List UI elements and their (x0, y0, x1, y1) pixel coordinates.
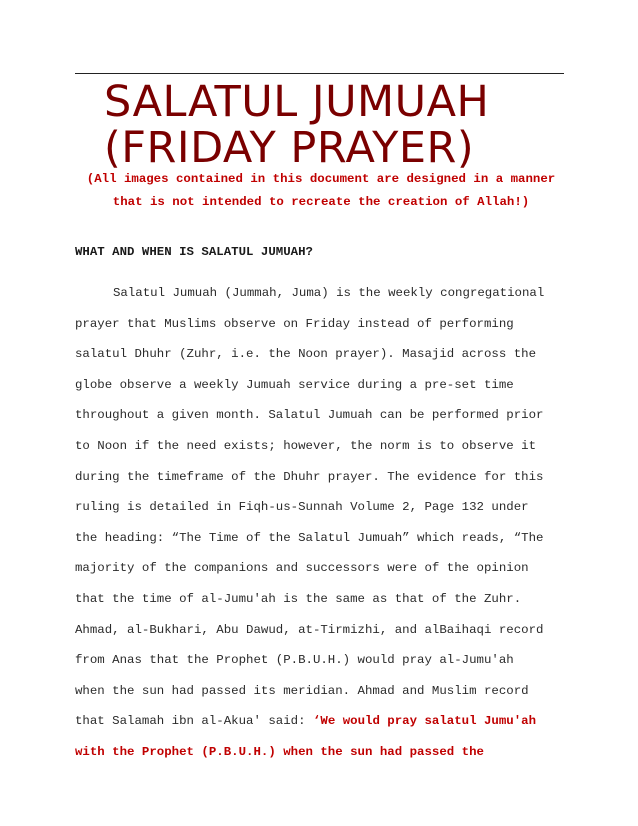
document-title-line2: (FRIDAY PRAYER) (104, 123, 475, 173)
body-line: during the timeframe of the Dhuhr prayer. The evidence for this (75, 469, 544, 484)
document-title-line1: SALATUL JUMUAH (104, 77, 490, 127)
body-line: ruling is detailed in Fiqh-us-Sunnah Volume 2, Page 132 under (75, 500, 529, 515)
body-line: Ahmad, al-Bukhari, Abu Dawud, at-Tirmizhi, and alBaihaqi record (75, 622, 544, 637)
body-paragraph (75, 284, 565, 774)
top-rule (75, 73, 564, 74)
body-line: when the sun had passed its meridian. Ahmad and Muslim record (75, 683, 529, 698)
body-line: to Noon if the need exists; however, the norm is to observe it (75, 438, 537, 453)
quoted-hadith-start: ‘We would pray salatul Jumu'ah (312, 714, 537, 729)
body-line: salatul Dhuhr (Zuhr, i.e. the Noon prayer). Masajid across the (75, 347, 537, 362)
disclaimer-line1: (All images contained in this document are designed in a manner (86, 172, 556, 186)
quoted-hadith-continuation: with the Prophet (P.B.U.H.) when the sun had passed the (75, 744, 484, 759)
body-line: majority of the companions and successors were of the opinion (75, 561, 529, 576)
disclaimer-note (76, 168, 566, 214)
body-line: globe observe a weekly Jumuah service during a pre-set time (75, 377, 514, 392)
body-line: from Anas that the Prophet (P.B.U.H.) would pray al-Jumu'ah (75, 653, 514, 668)
disclaimer-line2: that is not intended to recreate the creation of Allah!) (112, 195, 530, 209)
body-line-highlight (75, 743, 565, 774)
body-line: Salatul Jumuah (Jummah, Juma) is the weekly congregational (113, 286, 545, 300)
body-line: prayer that Muslims observe on Friday instead of performing (75, 316, 514, 331)
body-line: that the time of al-Jumu'ah is the same as that of the Zuhr. (75, 591, 522, 606)
body-line: throughout a given month. Salatul Jumuah can be performed prior (75, 408, 544, 423)
section-heading: WHAT AND WHEN IS SALATUL JUMUAH? (75, 245, 313, 259)
body-line-plain-part: that Salamah ibn al-Akua' said: (75, 714, 313, 729)
body-line: the heading: “The Time of the Salatul Jumuah” which reads, “The (75, 530, 544, 545)
body-line-mixed (75, 712, 565, 743)
